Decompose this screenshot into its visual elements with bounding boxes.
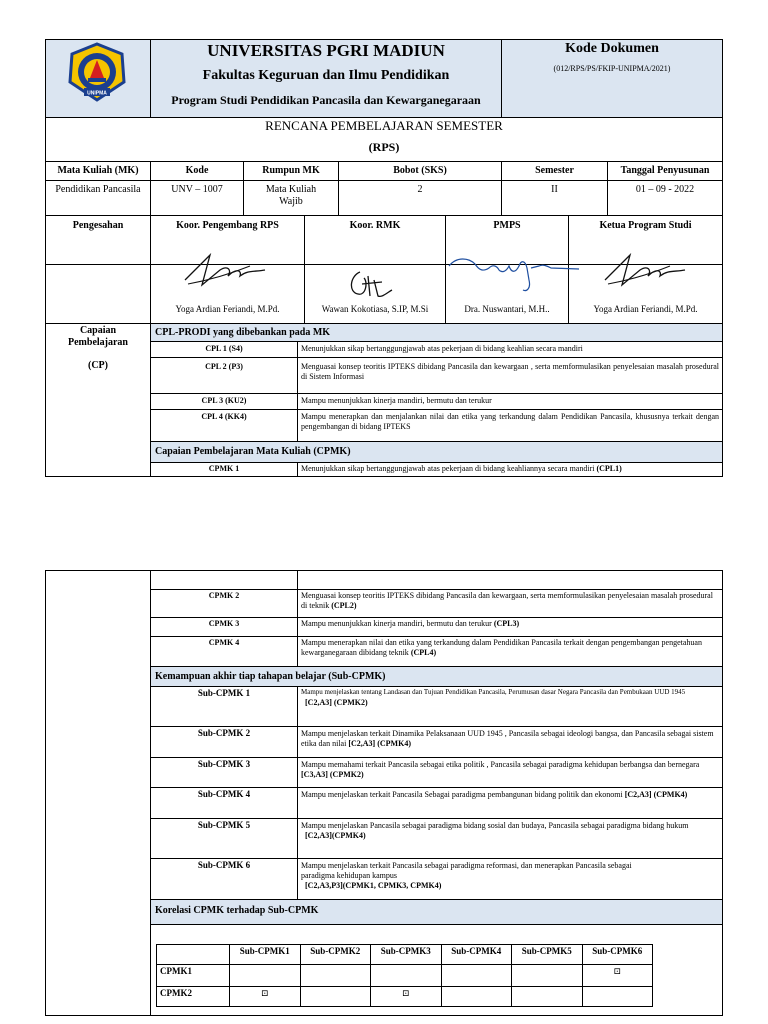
subcpmk-ref-5: [C2,A3](CPMK4) (305, 831, 366, 840)
subcpmk-heading: Kemampuan akhir tiap tahapan belajar (Sub-CPMK) (150, 666, 723, 687)
korelasi-col-2: Sub-CPMK2 (300, 945, 371, 965)
cpmk-code-4: CPMK 4 (150, 636, 298, 667)
subcpmk-text-1 (297, 686, 723, 727)
korelasi-row (157, 987, 653, 1007)
korelasi-heading: Korelasi CPMK terhadap Sub-CPMK (150, 899, 723, 925)
cpmk-code-2: CPMK 2 (150, 589, 298, 618)
course-value-semester: II (501, 180, 608, 216)
approval-role-4: Ketua Program Studi (599, 220, 692, 231)
logo-text: UNIPMA (87, 90, 107, 97)
subcpmk-ref-1: [C2,A3] (CPMK2) (305, 698, 368, 707)
page2-top-blank-left (150, 570, 298, 590)
doc-code-title: Kode Dokumen (565, 41, 659, 56)
approval-role-1: Koor. Pengembang RPS (176, 220, 279, 231)
korelasi-cell: ⊡ (371, 987, 442, 1007)
korelasi-cell (512, 965, 583, 987)
cpl-code-4: CPL 4 (KK4) (150, 409, 298, 442)
subcpmk-code-4: Sub-CPMK 4 (150, 787, 298, 819)
subcpmk-text-5-body: Mampu menjelaskan Pancasila sebagai paradigma bidang sosial dan budaya, Pancasila sebagai paradigma bidang hukum (301, 821, 689, 830)
approval-name-1: Yoga Ardian Feriandi, M.Pd. (175, 304, 280, 314)
approval-name-4: Yoga Ardian Feriandi, M.Pd. (593, 304, 698, 314)
subcpmk-ref-4: [C2,A3] (CPMK4) (624, 790, 688, 799)
korelasi-cell: ⊡ (230, 987, 301, 1007)
doc-code: (012/RPS/PS/FKIP-UNIPMA/2021) (553, 64, 671, 73)
subcpmk-text-3 (297, 757, 723, 788)
korelasi-row-label: CPMK2 (157, 987, 230, 1007)
page2-left-column (45, 570, 151, 1016)
korelasi-cell (512, 987, 583, 1007)
cpl-code-3: CPL 3 (KU2) (150, 393, 298, 410)
korelasi-col-6: Sub-CPMK6 (582, 945, 653, 965)
university-logo (66, 42, 128, 102)
subcpmk-ref-2: [C2,A3] (CPMK4) (348, 739, 411, 748)
subcpmk-text-4 (297, 787, 723, 819)
signature-3 (447, 252, 582, 298)
korelasi-cell (371, 965, 442, 987)
faculty-name: Fakultas Keguruan dan Ilmu Pendidikan (202, 68, 450, 83)
subcpmk-text-6 (297, 858, 723, 900)
subcpmk-text-1-body: Mampu menjelaskan tentang Landasan dan Tujuan Pendidikan Pancasila, Perumusan dasar Negara Pancasila dan Pembukaan UUD 1945 (301, 688, 686, 696)
cpl-text-4: Mampu menerapkan dan menjalankan nilai dan etika yang terkandung dalam Pendidikan Pancasila, khususnya terkait dengan pengembangan di bidang IPTEKS (297, 409, 723, 442)
subcpmk-text-6-body: Mampu menjelaskan terkait Pancasila sebagai paradigma reformasi, dan menerapkan Pancasila sebagai paradigma kehidupan kampus (301, 861, 632, 880)
subcpmk-code-3: Sub-CPMK 3 (150, 757, 298, 788)
cpl-code-1: CPL 1 (S4) (150, 341, 298, 358)
subcpmk-text-3-body: Mampu memahami terkait Pancasila sebagai etika politik , Pancasila sebagai paradigma kehidupan berbangsa dan bernegara (301, 760, 700, 769)
rps-subtitle: (RPS) (368, 140, 400, 154)
korelasi-row-label: CPMK1 (157, 965, 230, 987)
cpmk-text-1-ref: (CPL1) (596, 464, 622, 473)
approval-sign-label-cell (45, 264, 151, 324)
korelasi-cell (230, 965, 301, 987)
course-header-rumpun: Rumpun MK (243, 161, 339, 181)
cpmk-code-1: CPMK 1 (150, 462, 298, 477)
korelasi-col-5: Sub-CPMK5 (512, 945, 583, 965)
course-header-semester: Semester (501, 161, 608, 181)
course-value-tanggal: 01 – 09 - 2022 (607, 180, 723, 216)
subcpmk-text-2 (297, 726, 723, 758)
cpmk-text-2-ref: (CPL2) (331, 601, 357, 610)
course-value-bobot: 2 (338, 180, 502, 216)
korelasi-cell (441, 965, 512, 987)
subcpmk-code-1: Sub-CPMK 1 (150, 686, 298, 727)
subcpmk-ref-3: [C3,A3] (CPMK2) (301, 770, 364, 779)
cpmk-text-3 (297, 617, 723, 637)
korelasi-cell: ⊡ (582, 965, 653, 987)
korelasi-corner (157, 945, 230, 965)
korelasi-header-row (157, 945, 653, 965)
cpmk-text-2-body: Menguasai konsep teoritis IPTEKS dibidang Pancasila dan kewargaan, serta memformulasikan penyelesaian masalah prosedural di teknik (301, 591, 713, 610)
subcpmk-code-6: Sub-CPMK 6 (150, 858, 298, 900)
korelasi-col-4: Sub-CPMK4 (441, 945, 512, 965)
cp-label: Capaian Pembelajaran (68, 325, 128, 348)
korelasi-col-1: Sub-CPMK1 (230, 945, 301, 965)
course-header-mk: Mata Kuliah (MK) (45, 161, 151, 181)
korelasi-cell (300, 965, 371, 987)
korelasi-cell (582, 987, 653, 1007)
course-value-rumpun: Mata Kuliah Wajib (243, 180, 339, 216)
korelasi-col-3: Sub-CPMK3 (371, 945, 442, 965)
cpmk-text-2 (297, 589, 723, 618)
signature-4 (600, 240, 690, 295)
cpmk-text-4-body: Mampu menerapkan nilai dan etika yang terkandung dalam Pendidikan Pancasila terkait dengan pengembangan pengetahuan kewarganegaraan dibidang teknik (301, 638, 702, 657)
cpl-heading: CPL-PRODI yang dibebankan pada MK (150, 323, 723, 342)
course-header-bobot: Bobot (SKS) (338, 161, 502, 181)
cpmk-text-1-body: Menunjukkan sikap bertanggungjawab atas pekerjaan di bidang keahliannya secara mandiri (301, 464, 597, 473)
approval-label: Pengesahan (72, 220, 124, 231)
program-name: Program Studi Pendidikan Pancasila dan Kewarganegaraan (171, 93, 481, 107)
signature-2 (342, 262, 402, 302)
cpl-text-2: Menguasai konsep teoritis IPTEKS dibidang Pancasila dan kewargaan , serta memformulasikan penyelesaian masalah prosedural di Sistem Informasi (297, 357, 723, 394)
subcpmk-text-2-body: Mampu menjelaskan terkait Dinamika Pelaksanaan UUD 1945 , Pancasila sebagai ideologi bangsa, dan Pancasila sebagai sistem etika dan nilai (301, 729, 714, 748)
korelasi-cell (441, 987, 512, 1007)
subcpmk-ref-6: [C2,A3,P3](CPMK1, CPMK3, CPMK4) (305, 881, 442, 890)
approval-name-2: Wawan Kokotiasa, S.IP, M.Si (321, 304, 429, 314)
course-value-kode: UNV – 1007 (150, 180, 244, 216)
subcpmk-code-5: Sub-CPMK 5 (150, 818, 298, 859)
cpmk-text-3-ref: (CPL3) (493, 619, 520, 628)
cpmk-code-3: CPMK 3 (150, 617, 298, 637)
course-header-kode: Kode (150, 161, 244, 181)
cp-code: (CP) (88, 360, 108, 371)
university-name: UNIVERSITAS PGRI MADIUN (207, 41, 445, 60)
approval-role-2: Koor. RMK (349, 220, 401, 231)
cpmk-text-3-body: Mampu menunjukkan kinerja mandiri, bermutu dan terukur (301, 619, 494, 628)
signature-1 (180, 240, 270, 295)
subcpmk-code-2: Sub-CPMK 2 (150, 726, 298, 758)
course-header-tanggal: Tanggal Penyusunan (607, 161, 723, 181)
cpl-text-3: Mampu menunjukkan kinerja mandiri, bermutu dan terukur (297, 393, 723, 410)
course-value-mk: Pendidikan Pancasila (45, 180, 151, 216)
cpl-text-1: Menunjukkan sikap bertanggungjawab atas pekerjaan di bidang keahlian secara mandiri (297, 341, 723, 358)
cpmk-text-1 (297, 462, 723, 477)
korelasi-row (157, 965, 653, 987)
approval-role-3: PMPS (493, 220, 521, 231)
subcpmk-text-4-body: Mampu menjelaskan terkait Pancasila Sebagai paradigma pembangunan bidang politik dan ekonomi (301, 790, 625, 799)
rps-title: RENCANA PEMBELAJARAN SEMESTER (265, 118, 503, 133)
approval-name-3: Dra. Nuswantari, M.H.. (464, 304, 550, 314)
cpmk-heading: Capaian Pembelajaran Mata Kuliah (CPMK) (150, 441, 723, 463)
page2-top-blank-right (297, 570, 723, 590)
cpmk-text-4 (297, 636, 723, 667)
korelasi-table (156, 944, 653, 1007)
korelasi-cell (300, 987, 371, 1007)
subcpmk-text-5 (297, 818, 723, 859)
cpmk-text-4-ref: (CPL4) (410, 648, 437, 657)
cpl-code-2: CPL 2 (P3) (150, 357, 298, 394)
